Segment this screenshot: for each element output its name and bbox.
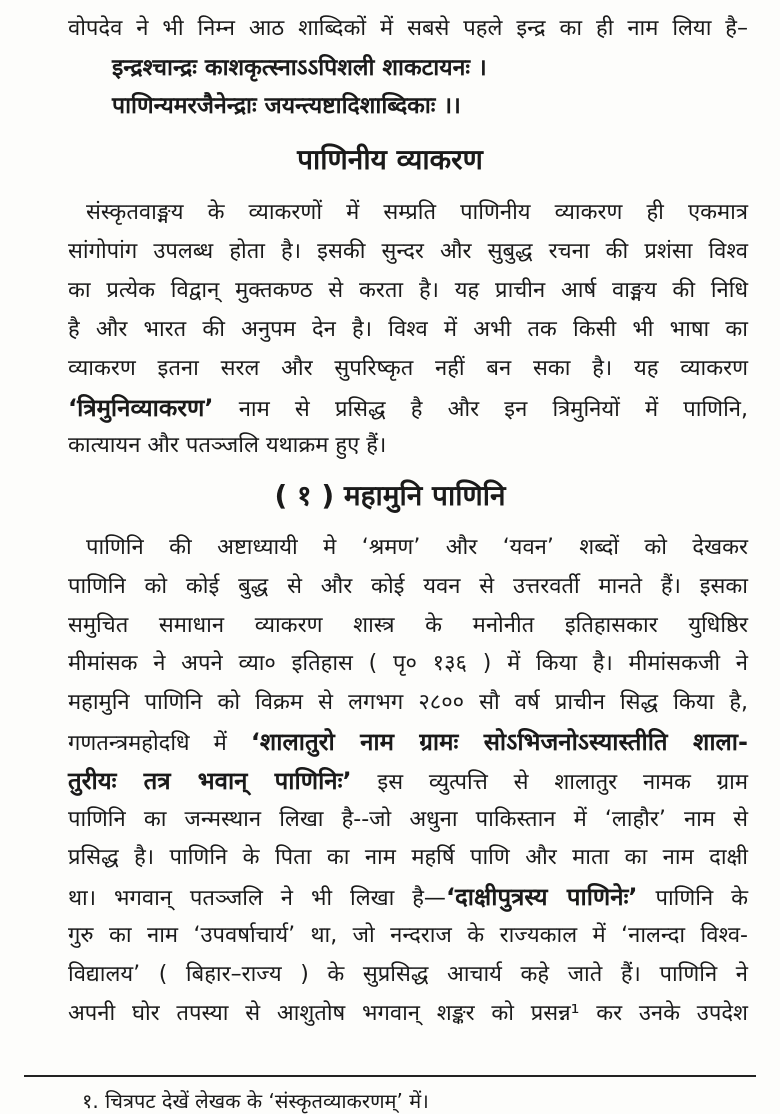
text-segment: इस व्युत्पत्ति से शालातुर नामक ग्राम bbox=[351, 769, 748, 795]
text-segment: नाम से प्रसिद्ध है और इन त्रिमुनियों में पाणिनि, bbox=[213, 396, 748, 422]
text-line bbox=[68, 727, 748, 759]
text-segment: पाणिनि के bbox=[637, 886, 748, 912]
bold-quote: ‘शालातुरो नाम ग्रामः सोऽभिजनोऽस्यास्तीति शाला- bbox=[250, 728, 748, 756]
text-segment: समुचित समाधान व्याकरण शास्त्र के मनोनीत इतिहासकार युधिष्ठिर bbox=[68, 612, 748, 638]
text-segment: गणतन्त्रमहोदधि में bbox=[68, 731, 251, 756]
text-line bbox=[68, 805, 748, 835]
text-segment: कात्यायन और पतञ्जलि यथाक्रम हुए हैं। bbox=[68, 433, 387, 459]
text-line bbox=[68, 649, 748, 679]
text-segment: पाणिनि की अष्टाध्यायी मे ‘श्रमण’ और ‘यवन’ शब्दों को देखकर bbox=[86, 535, 748, 560]
text-line bbox=[68, 960, 748, 990]
footnote-divider bbox=[24, 1075, 756, 1077]
text-segment: संस्कृतवाङ्मय के व्याकरणों में सम्प्रति पाणिनीय व्याकरण ही एकमात्र bbox=[86, 200, 748, 225]
verse-line-1: इन्द्रश्चान्द्रः काशकृत्स्नाऽऽपिशली शाकटायनः । bbox=[112, 55, 487, 81]
text-segment: महामुनि पाणिनि को विक्रम से लगभग २८०० सौ वर्ष प्राचीन सिद्ध किया है, bbox=[68, 690, 748, 716]
footnote: १. चित्रपट देखें लेखक के ‘संस्कृतव्याकरणम्’ में। bbox=[82, 1089, 429, 1113]
text-segment: पाणिनि को कोई बुद्ध से और कोई यवन से उत्तरवर्ती मानते हैं। इसका bbox=[68, 573, 748, 599]
text-line bbox=[68, 276, 748, 306]
intro-line: वोपदेव ने भी निम्न आठ शाब्दिकों में सबसे पहले इन्द्र का ही नाम लिया है– bbox=[68, 16, 748, 41]
text-line bbox=[68, 921, 748, 951]
text-segment: सांगोपांग उपलब्ध होता है। इसकी सुन्दर और सुबुद्ध रचना की प्रशंसा विश्व bbox=[68, 238, 748, 264]
text-segment: है और भारत की अनुपम देन है। विश्व में अभी तक किसी भी भाषा का bbox=[68, 316, 748, 342]
text-line bbox=[68, 766, 748, 798]
text-segment: व्याकरण इतना सरल और सुपरिष्कृत नहीं बन सका है। यह व्याकरण bbox=[68, 355, 748, 381]
text-line bbox=[68, 354, 748, 384]
text-line bbox=[68, 882, 748, 914]
text-segment: प्रसिद्ध है। पाणिनि के पिता का नाम महर्षि पाणि और माता का नाम दाक्षी bbox=[68, 845, 748, 871]
text-line bbox=[68, 688, 748, 718]
verse-line-2: पाणिन्यमरजैनेन्द्राः जयन्त्यष्टादिशाब्दिकाः ।। bbox=[112, 93, 461, 119]
text-line bbox=[68, 237, 748, 267]
text-line bbox=[86, 198, 748, 228]
text-segment: मीमांसक ने अपने व्या० इतिहास ( पृ० १३६ ) में किया है। मीमांसकजी ने bbox=[68, 651, 748, 677]
text-segment: पाणिनि का जन्मस्थान लिखा है--जो अधुना पाकिस्तान में ‘लाहौर’ नाम से bbox=[68, 806, 748, 832]
text-segment: का प्रत्येक विद्वान् मुक्तकण्ठ से करता है। यह प्राचीन आर्ष वाङ्मय की निधि bbox=[68, 277, 748, 303]
text-line bbox=[68, 999, 748, 1029]
text-line bbox=[68, 315, 748, 345]
text-line bbox=[68, 611, 748, 641]
bold-quote: ‘त्रिमुनिव्याकरण’ bbox=[68, 393, 214, 422]
section-heading-paniniya-vyakarana: पाणिनीय व्याकरण bbox=[297, 143, 483, 176]
bold-quote: तुरीयः तत्र भवान् पाणिनिः’ bbox=[68, 766, 352, 795]
text-segment: अपनी घोर तपस्या से आशुतोष भगवान् शङ्कर को प्रसन्न¹ कर उनके उपदेश bbox=[68, 1000, 748, 1026]
text-line bbox=[68, 572, 748, 602]
text-segment: गुरु का नाम ‘उपवर्षाचार्य’ था, जो नन्दराज के राज्यकाल में ‘नालन्दा विश्व- bbox=[68, 923, 748, 948]
text-line bbox=[68, 431, 748, 461]
bold-quote: ‘दाक्षीपुत्रस्य पाणिनेः’ bbox=[445, 883, 638, 912]
text-line bbox=[86, 533, 748, 563]
text-segment: विद्यालय’ ( बिहार–राज्य ) के सुप्रसिद्ध आचार्य कहे जाते हैं। पाणिनि ने bbox=[68, 961, 748, 987]
section-heading-mahamuni-panini: ( १ ) महामुनि पाणिनि bbox=[274, 479, 506, 512]
text-segment: था। भगवान् पतञ्जलि ने भी लिखा है— bbox=[68, 886, 446, 912]
text-line bbox=[68, 843, 748, 873]
text-line bbox=[68, 393, 748, 425]
